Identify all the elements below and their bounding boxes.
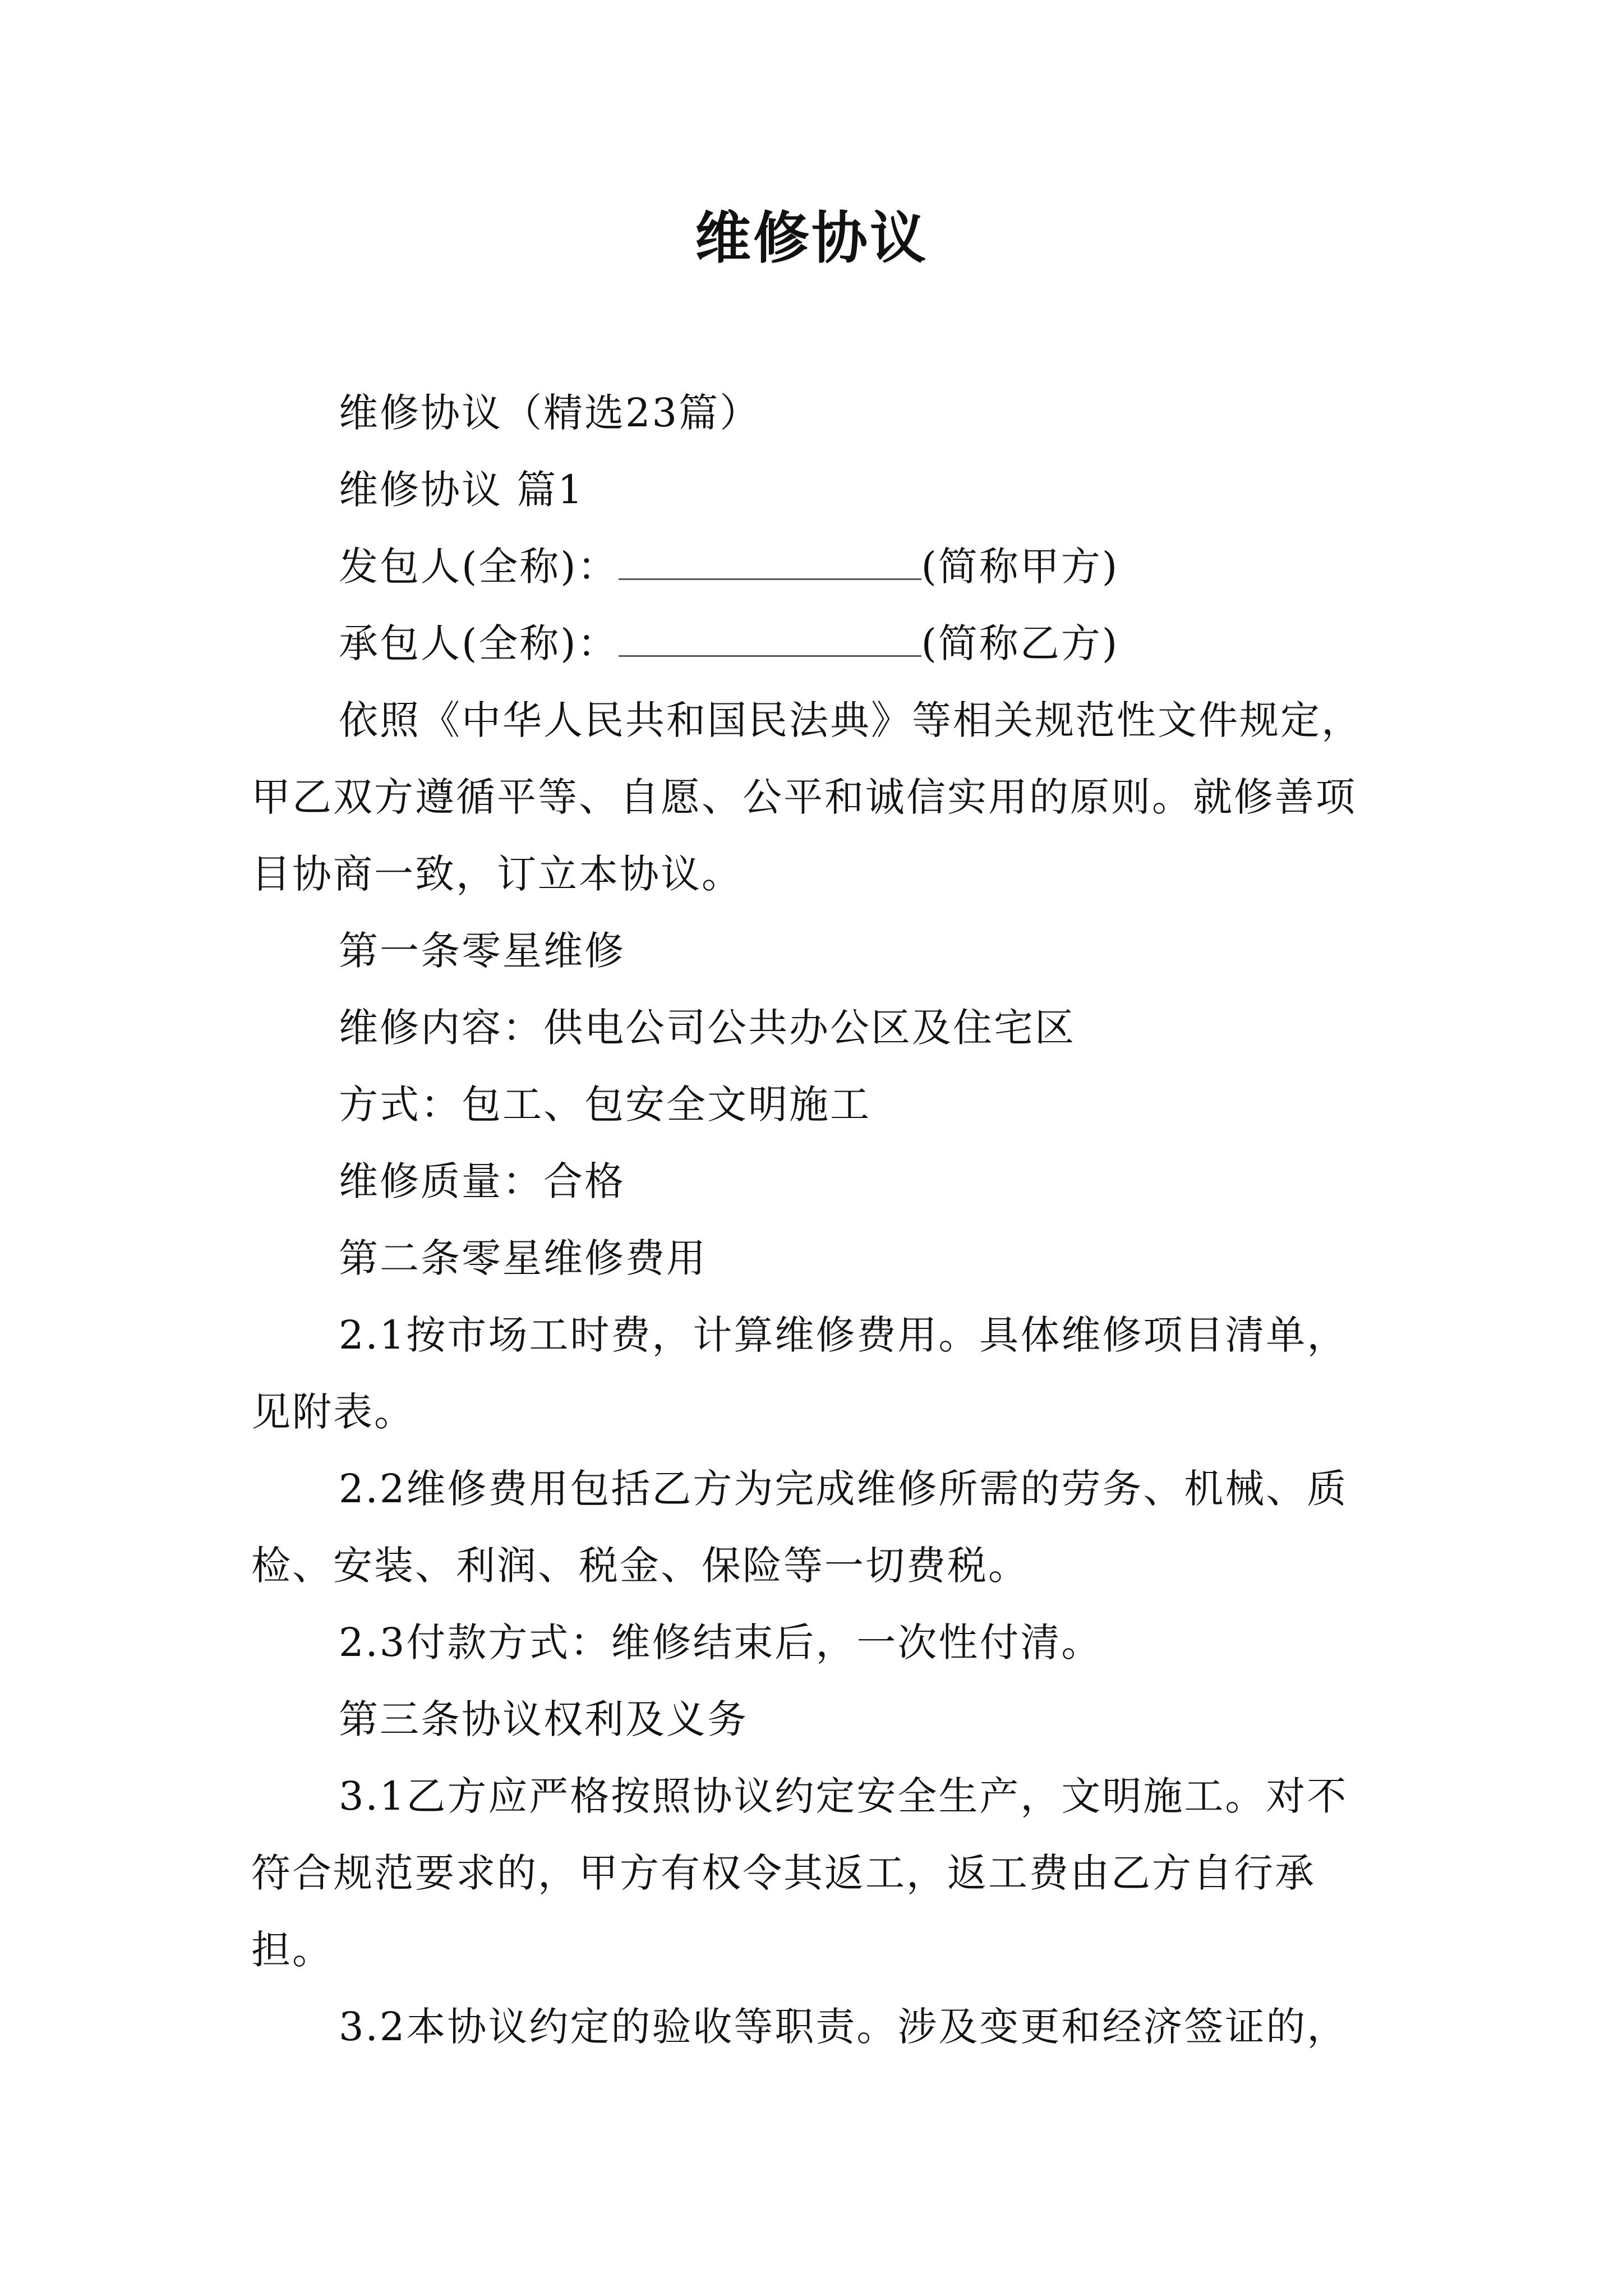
repair-quality: 维修质量：合格 (339, 1158, 625, 1204)
party-b-line (251, 605, 1384, 682)
clause-2-1: 2.1按市场工时费，计算维修费用。具体维修项目清单，见附表。 (251, 1312, 1348, 1435)
clause-3-2: 3.2本协议约定的验收等职责。涉及变更和经济签证的， (339, 2004, 1348, 2050)
clause-3-1: 3.1乙方应严格按照协议约定安全生产，文明施工。对不符合规范要求的，甲方有权令其返工，返工费由乙方自行承担。 (251, 1773, 1348, 1973)
article-2-heading: 第二条零星维修费用 (339, 1235, 707, 1281)
article-3-heading: 第三条协议权利及义务 (339, 1696, 748, 1742)
article-1-heading: 第一条零星维修 (339, 928, 625, 974)
repair-content: 维修内容：供电公司公共办公区及住宅区 (339, 1005, 1076, 1051)
party-b-suffix: (简称乙方) (921, 620, 1119, 666)
repair-method: 方式：包工、包安全文明施工 (339, 1082, 871, 1128)
page-title: 维修协议 (695, 205, 928, 271)
party-a-line (251, 528, 1384, 605)
party-b-prefix: 承包人(全称)： (339, 620, 619, 666)
clause-2-2: 2.2维修费用包括乙方为完成维修所需的劳务、机械、质检、安装、利润、税金、保险等一切费税。 (251, 1466, 1348, 1589)
document-body (251, 375, 1384, 2065)
chapter-heading: 维修协议 篇1 (339, 467, 584, 513)
party-a-prefix: 发包人(全称)： (339, 544, 619, 590)
clause-2-3: 2.3付款方式：维修结束后，一次性付清。 (339, 1619, 1103, 1665)
document-subtitle: 维修协议（精选23篇） (339, 390, 761, 436)
party-a-blank-field (619, 539, 921, 580)
party-a-suffix: (简称甲方) (921, 544, 1119, 590)
party-b-blank-field (619, 616, 921, 657)
intro-paragraph: 依照《中华人民共和国民法典》等相关规范性文件规定，甲乙双方遵循平等、自愿、公平和诚信实用的原则。就修善项目协商一致，订立本协议。 (251, 697, 1362, 897)
